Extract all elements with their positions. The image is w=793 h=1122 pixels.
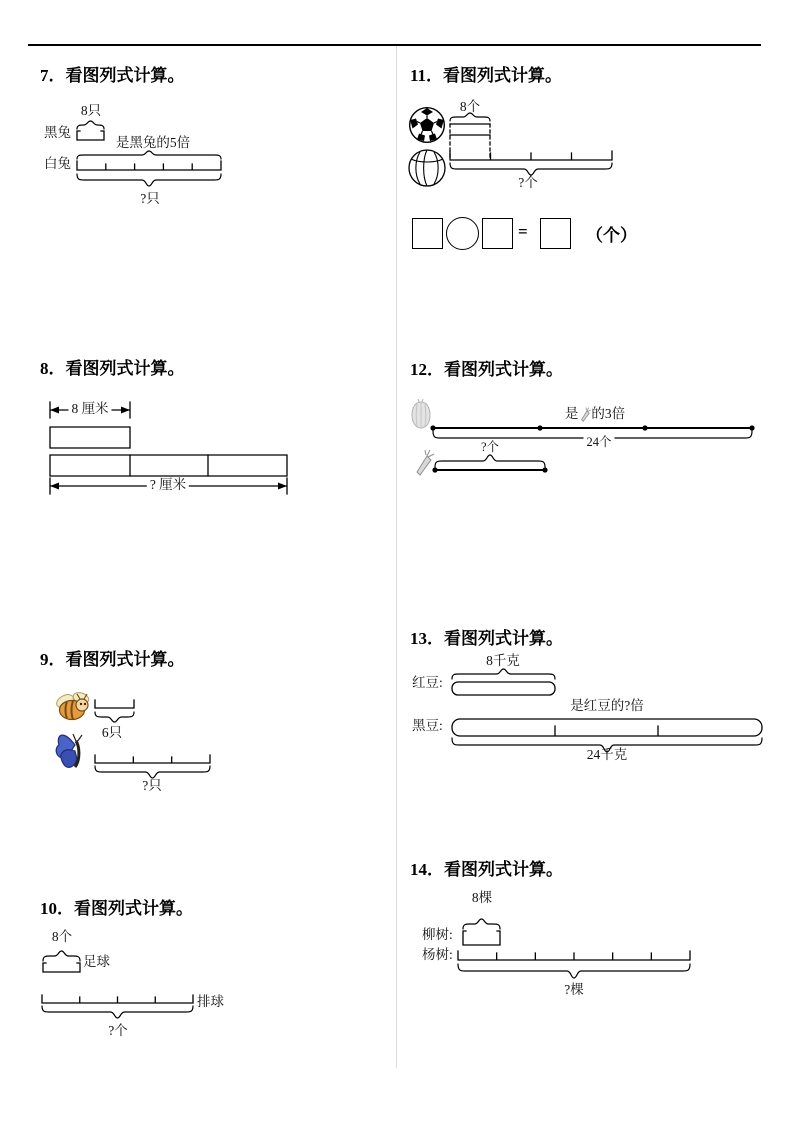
underbrace — [95, 712, 134, 722]
p10-top-count: 8个 — [51, 929, 73, 944]
black-bean-bar — [452, 719, 762, 736]
red-bean-bar — [452, 682, 555, 695]
bar-ticks — [555, 726, 658, 735]
p14-row2-label: 杨树: — [422, 947, 453, 962]
p13-title: 13．看图列式计算。 — [410, 629, 563, 648]
equation-box-1 — [412, 218, 443, 249]
p14-title: 14．看图列式计算。 — [410, 860, 563, 879]
p7-row2-label: 白兔 — [44, 156, 71, 171]
p7-total: ?只 — [140, 191, 160, 206]
dot — [542, 467, 547, 472]
p13-total-weight: 24千克 — [586, 747, 628, 762]
underbrace — [458, 964, 690, 978]
dot — [749, 425, 754, 430]
basketball-bar — [450, 151, 612, 160]
underbrace — [42, 1006, 193, 1018]
p12-total: 24个 — [583, 436, 614, 450]
equals-sign: = — [518, 222, 528, 241]
p11-title: 11．看图列式计算。 — [410, 66, 563, 85]
p7-top-count: 8只 — [80, 103, 102, 118]
p7-row1-label: 黑兔 — [44, 125, 71, 140]
p14-diagram — [458, 919, 690, 978]
dot — [432, 467, 437, 472]
p10-diagram — [42, 951, 193, 1018]
p13-row1-label: 红豆: — [412, 675, 443, 690]
p12-title: 12．看图列式计算。 — [410, 360, 563, 379]
p9-row1-count: 6只 — [101, 725, 123, 740]
butterfly-icon — [56, 734, 82, 767]
p12-relation-suffix: 的3倍 — [591, 406, 626, 422]
p10-row1-label: 足球 — [83, 954, 110, 969]
long-strip — [50, 455, 287, 476]
p13-row2-label: 黑豆: — [412, 718, 443, 733]
radish-icon — [412, 399, 430, 428]
p13-top-weight: 8千克 — [486, 653, 520, 668]
equation-unit: （个） — [586, 226, 637, 245]
p12-part: ?个 — [480, 440, 500, 454]
p8-total-measure: ? 厘米 — [147, 478, 189, 493]
dot — [430, 425, 435, 430]
overbrace — [463, 919, 500, 929]
equation-result-box — [540, 218, 571, 249]
p7-relation: 是黑兔的5倍 — [115, 135, 191, 150]
p14-top-count: 8棵 — [471, 890, 493, 905]
basketball-icon — [409, 150, 445, 186]
soccer-ball-icon — [410, 108, 445, 143]
overbrace — [452, 669, 555, 679]
overbrace — [435, 455, 545, 467]
p12-relation — [565, 407, 625, 422]
dashed-guides — [450, 124, 490, 159]
black-rabbit-bar — [77, 131, 104, 140]
overbrace — [77, 121, 104, 129]
underbrace — [450, 163, 612, 175]
white-rabbit-bar — [77, 161, 221, 170]
equation-operator-circle — [446, 217, 479, 250]
underbrace — [77, 174, 221, 186]
overbrace — [43, 951, 80, 961]
carrot-icon — [417, 450, 434, 475]
p7-title: 7．看图列式计算。 — [40, 66, 185, 85]
dot — [537, 425, 542, 430]
p13-relation: 是红豆的?倍 — [570, 698, 644, 713]
dot — [642, 425, 647, 430]
poplar-bar — [458, 951, 690, 960]
p9-title: 9．看图列式计算。 — [40, 650, 185, 669]
p10-row2-label: 排球 — [197, 994, 224, 1009]
p11-top-count: 8个 — [459, 99, 481, 114]
p12-relation-prefix: 是 — [564, 406, 579, 422]
underbrace — [95, 766, 210, 778]
volleyball-bar — [42, 995, 193, 1003]
overbrace — [77, 151, 221, 159]
bee-bar — [95, 700, 134, 708]
p11-diagram — [409, 108, 612, 186]
bee-icon — [54, 691, 90, 720]
p14-row1-label: 柳树: — [422, 927, 453, 942]
p14-total: ?棵 — [564, 982, 584, 997]
p8-title: 8．看图列式计算。 — [40, 359, 185, 378]
p10-total: ?个 — [108, 1023, 128, 1038]
butterfly-bar — [95, 755, 210, 763]
willow-bar — [463, 931, 500, 945]
soccer-count-bar — [450, 124, 490, 135]
equation-box-2 — [482, 218, 513, 249]
soccer-bar — [43, 963, 80, 972]
strip-dividers — [130, 455, 208, 476]
p9-total: ?只 — [142, 778, 162, 793]
p10-title: 10．看图列式计算。 — [40, 899, 193, 918]
short-strip — [50, 427, 130, 448]
p9-diagram — [54, 691, 210, 778]
carrot-icon — [579, 407, 590, 422]
p7-diagram — [77, 121, 221, 186]
p11-total: ?个 — [518, 175, 538, 190]
p8-top-measure: 8 厘米 — [68, 402, 111, 417]
